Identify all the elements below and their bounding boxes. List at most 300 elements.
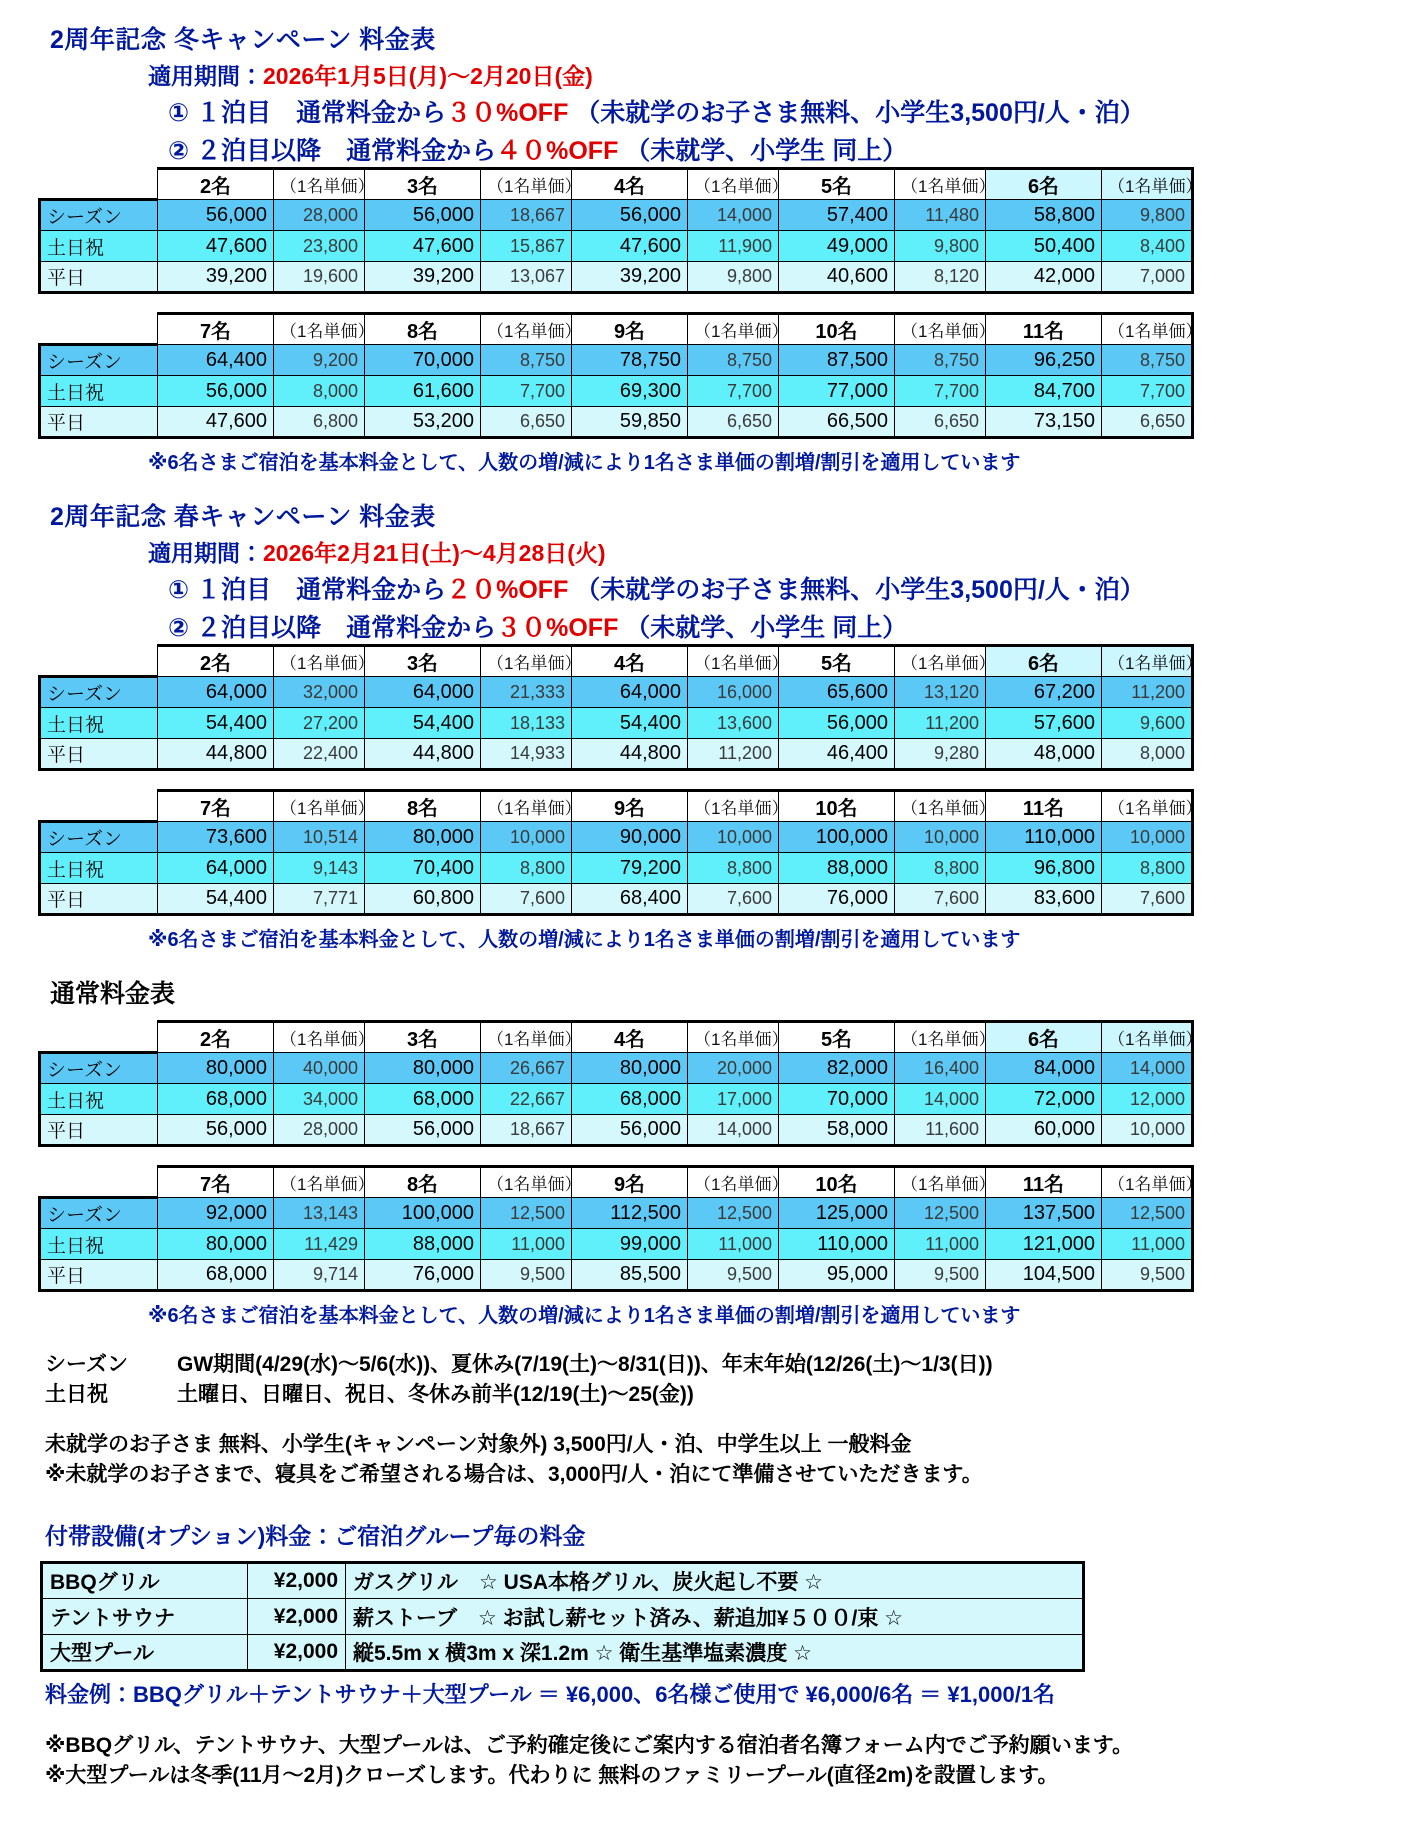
cell-total: 66,500 (779, 407, 895, 438)
cell-unit-price: 6,800 (274, 407, 365, 438)
cell-total: 80,000 (158, 1229, 274, 1260)
winter-line1-post: （未就学のお子さま無料、小学生3,500円/人・泊） (575, 99, 1145, 127)
column-header-6名: 6名 (986, 169, 1102, 200)
cell-total: 53,200 (365, 407, 481, 438)
cell-unit-price: 18,667 (481, 200, 572, 231)
cell-total: 80,000 (572, 1053, 688, 1084)
header-corner-cell (40, 1167, 158, 1198)
column-header-unit-3名: （1名単価） (481, 646, 572, 677)
column-header-8名: 8名 (365, 314, 481, 345)
cell-total: 64,000 (158, 853, 274, 884)
spring-campaign-title: 2周年記念 春キャンペーン 料金表 (50, 503, 436, 531)
cell-total: 68,000 (158, 1260, 274, 1291)
cell-unit-price: 10,000 (481, 822, 572, 853)
table-row-season (40, 1198, 1193, 1229)
cell-unit-price: 10,000 (1102, 822, 1193, 853)
winter-period-label: 適用期間： (148, 63, 263, 89)
season-definition (0, 1348, 1427, 1378)
row-label-weekend: 土日祝 (40, 1084, 158, 1115)
winter-period-line (0, 56, 1427, 91)
table-row-weekday (40, 1115, 1193, 1146)
cell-total: 47,600 (365, 231, 481, 262)
column-header-unit-9名: （1名単価） (688, 314, 779, 345)
cell-unit-price: 18,667 (481, 1115, 572, 1146)
cell-total: 56,000 (365, 1115, 481, 1146)
row-label-weekend: 土日祝 (40, 231, 158, 262)
cell-unit-price: 21,333 (481, 677, 572, 708)
column-header-10名: 10名 (779, 1167, 895, 1198)
spring-period-value: 2026年2月21日(土)〜4月28日(火) (263, 540, 606, 566)
winter-price-table-b (38, 312, 1203, 439)
cell-unit-price: 22,400 (274, 739, 365, 770)
spring-period-line (0, 533, 1427, 568)
cell-total: 47,600 (158, 407, 274, 438)
column-header-unit-5名: （1名単価） (895, 169, 986, 200)
option-description: ガスグリル ☆ USA本格グリル、炭火起し不要 ☆ (346, 1563, 1084, 1599)
cell-total: 44,800 (158, 739, 274, 770)
row-label-weekend: 土日祝 (40, 853, 158, 884)
column-header-3名: 3名 (365, 646, 481, 677)
winter-line2-post: （未就学、小学生 同上） (625, 137, 908, 165)
column-header-9名: 9名 (572, 791, 688, 822)
weekend-definition-label: 土日祝 (45, 1383, 108, 1406)
cell-unit-price: 7,600 (688, 884, 779, 915)
column-header-2名: 2名 (158, 646, 274, 677)
column-header-unit-11名: （1名単価） (1102, 1167, 1193, 1198)
cell-total: 64,000 (158, 677, 274, 708)
spring-line1-percent: ２０%OFF (446, 576, 569, 604)
cell-total: 60,800 (365, 884, 481, 915)
cell-unit-price: 19,600 (274, 262, 365, 293)
row-label-season: シーズン (40, 677, 158, 708)
cell-unit-price: 16,000 (688, 677, 779, 708)
cell-unit-price: 26,667 (481, 1053, 572, 1084)
cell-unit-price: 9,600 (1102, 708, 1193, 739)
cell-total: 88,000 (365, 1229, 481, 1260)
winter-line2-pre: ② ２泊目以降 通常料金から (168, 137, 497, 165)
option-price: ¥2,000 (248, 1635, 346, 1671)
column-header-8名: 8名 (365, 791, 481, 822)
cell-total: 79,200 (572, 853, 688, 884)
cell-total: 39,200 (365, 262, 481, 293)
cell-total: 72,000 (986, 1084, 1102, 1115)
column-header-unit-9名: （1名単価） (688, 791, 779, 822)
cell-total: 47,600 (572, 231, 688, 262)
column-header-4名: 4名 (572, 646, 688, 677)
winter-line2-percent: ４０%OFF (496, 137, 619, 165)
cell-total: 73,150 (986, 407, 1102, 438)
cell-unit-price: 11,200 (1102, 677, 1193, 708)
cell-unit-price: 12,500 (481, 1198, 572, 1229)
cell-unit-price: 9,800 (1102, 200, 1193, 231)
column-header-11名: 11名 (986, 1167, 1102, 1198)
cell-unit-price: 14,933 (481, 739, 572, 770)
table-header-row (40, 791, 1193, 822)
options-row (42, 1599, 1084, 1635)
cell-unit-price: 9,500 (481, 1260, 572, 1291)
cell-unit-price: 23,800 (274, 231, 365, 262)
cell-total: 54,400 (365, 708, 481, 739)
column-header-10名: 10名 (779, 791, 895, 822)
winter-line1-pre: ① １泊目 通常料金から (168, 99, 447, 127)
cell-total: 61,600 (365, 376, 481, 407)
column-header-unit-7名: （1名単価） (274, 314, 365, 345)
children-price-note: 未就学のお子さま 無料、小学生(キャンペーン対象外) 3,500円/人・泊、中学生以上 一般料金 (45, 1433, 912, 1456)
table-row-weekday (40, 407, 1193, 438)
cell-total: 104,500 (986, 1260, 1102, 1291)
column-header-5名: 5名 (779, 169, 895, 200)
table-row-season (40, 1053, 1193, 1084)
cell-total: 121,000 (986, 1229, 1102, 1260)
cell-unit-price: 7,000 (1102, 262, 1193, 293)
cell-unit-price: 11,480 (895, 200, 986, 231)
cell-unit-price: 9,500 (1102, 1260, 1193, 1291)
cell-unit-price: 6,650 (895, 407, 986, 438)
row-label-season: シーズン (40, 822, 158, 853)
cell-unit-price: 14,000 (688, 1115, 779, 1146)
column-header-unit-2名: （1名単価） (274, 169, 365, 200)
cell-total: 56,000 (365, 200, 481, 231)
cell-unit-price: 8,800 (895, 853, 986, 884)
spring-discount-line-2 (0, 606, 1427, 644)
cell-total: 83,600 (986, 884, 1102, 915)
row-label-weekend: 土日祝 (40, 708, 158, 739)
column-header-9名: 9名 (572, 314, 688, 345)
options-footnote-1: ※BBQグリル、テントサウナ、大型プールは、ご予約確定後にご案内する宿泊者名簿フォーム内でご予約願います。 (45, 1734, 1134, 1757)
column-header-unit-10名: （1名単価） (895, 314, 986, 345)
table-header-row (40, 314, 1193, 345)
cell-total: 68,000 (365, 1084, 481, 1115)
cell-unit-price: 11,900 (688, 231, 779, 262)
cell-unit-price: 13,120 (895, 677, 986, 708)
cell-total: 80,000 (158, 1053, 274, 1084)
cell-unit-price: 14,000 (688, 200, 779, 231)
cell-total: 84,700 (986, 376, 1102, 407)
column-header-unit-10名: （1名単価） (895, 1167, 986, 1198)
cell-unit-price: 13,600 (688, 708, 779, 739)
cell-unit-price: 8,400 (1102, 231, 1193, 262)
options-title: 付帯設備(オプション)料金：ご宿泊グループ毎の料金 (45, 1523, 586, 1549)
column-header-8名: 8名 (365, 1167, 481, 1198)
row-label-weekday: 平日 (40, 1115, 158, 1146)
cell-unit-price: 9,714 (274, 1260, 365, 1291)
header-corner-cell (40, 169, 158, 200)
column-header-3名: 3名 (365, 1022, 481, 1053)
normal-table-a-wrap (0, 1020, 1427, 1147)
cell-total: 64,000 (365, 677, 481, 708)
cell-total: 125,000 (779, 1198, 895, 1229)
cell-total: 78,750 (572, 345, 688, 376)
cell-total: 54,400 (158, 884, 274, 915)
cell-total: 48,000 (986, 739, 1102, 770)
column-header-7名: 7名 (158, 791, 274, 822)
spring-price-table-b (38, 789, 1203, 916)
table-row-season (40, 822, 1193, 853)
cell-unit-price: 8,800 (1102, 853, 1193, 884)
cell-unit-price: 20,000 (688, 1053, 779, 1084)
cell-unit-price: 6,650 (1102, 407, 1193, 438)
option-name: 大型プール (42, 1635, 248, 1671)
column-header-unit-4名: （1名単価） (688, 169, 779, 200)
cell-total: 42,000 (986, 262, 1102, 293)
option-price: ¥2,000 (248, 1563, 346, 1599)
column-header-unit-6名: （1名単価） (1102, 169, 1193, 200)
winter-table-a-wrap (0, 167, 1427, 294)
cell-total: 88,000 (779, 853, 895, 884)
season-definition-label: シーズン (45, 1353, 128, 1376)
cell-total: 46,400 (779, 739, 895, 770)
cell-unit-price: 11,200 (895, 708, 986, 739)
winter-discount-line-1 (0, 91, 1427, 129)
header-corner-cell (40, 791, 158, 822)
table-row-weekend (40, 1084, 1193, 1115)
row-label-weekday: 平日 (40, 1260, 158, 1291)
cell-unit-price: 8,800 (688, 853, 779, 884)
column-header-unit-8名: （1名単価） (481, 1167, 572, 1198)
cell-unit-price: 7,700 (1102, 376, 1193, 407)
column-header-unit-4名: （1名単価） (688, 1022, 779, 1053)
row-label-weekend: 土日祝 (40, 1229, 158, 1260)
options-example: 料金例：BBQグリル＋テントサウナ＋大型プール ＝ ¥6,000、6名様ご使用で ¥6,000/6名 ＝ ¥1,000/1名 (45, 1682, 1056, 1707)
cell-unit-price: 12,500 (688, 1198, 779, 1229)
cell-total: 39,200 (572, 262, 688, 293)
column-header-unit-3名: （1名単価） (481, 1022, 572, 1053)
table-row-season (40, 677, 1193, 708)
column-header-unit-7名: （1名単価） (274, 791, 365, 822)
cell-total: 39,200 (158, 262, 274, 293)
cell-unit-price: 9,500 (895, 1260, 986, 1291)
winter-table-b-wrap (0, 312, 1427, 439)
winter-campaign-title: 2周年記念 冬キャンペーン 料金表 (50, 26, 436, 54)
cell-total: 76,000 (779, 884, 895, 915)
cell-total: 100,000 (779, 822, 895, 853)
cell-unit-price: 11,000 (1102, 1229, 1193, 1260)
cell-unit-price: 12,000 (1102, 1084, 1193, 1115)
option-name: テントサウナ (42, 1599, 248, 1635)
cell-total: 65,600 (779, 677, 895, 708)
cell-unit-price: 28,000 (274, 1115, 365, 1146)
column-header-unit-8名: （1名単価） (481, 314, 572, 345)
cell-unit-price: 17,000 (688, 1084, 779, 1115)
cell-unit-price: 10,000 (895, 822, 986, 853)
cell-total: 82,000 (779, 1053, 895, 1084)
column-header-unit-3名: （1名単価） (481, 169, 572, 200)
cell-total: 64,400 (158, 345, 274, 376)
cell-total: 99,000 (572, 1229, 688, 1260)
cell-unit-price: 13,067 (481, 262, 572, 293)
column-header-unit-9名: （1名単価） (688, 1167, 779, 1198)
row-label-weekday: 平日 (40, 407, 158, 438)
cell-total: 73,600 (158, 822, 274, 853)
cell-total: 56,000 (158, 376, 274, 407)
cell-unit-price: 9,800 (688, 262, 779, 293)
cell-unit-price: 7,771 (274, 884, 365, 915)
cell-unit-price: 8,800 (481, 853, 572, 884)
column-header-10名: 10名 (779, 314, 895, 345)
column-header-5名: 5名 (779, 1022, 895, 1053)
cell-unit-price: 14,000 (1102, 1053, 1193, 1084)
cell-total: 58,800 (986, 200, 1102, 231)
spring-line1-pre: ① １泊目 通常料金から (168, 576, 447, 604)
weekend-definition-text: 土曜日、日曜日、祝日、冬休み前半(12/19(土)〜25(金)) (177, 1383, 694, 1406)
cell-total: 110,000 (779, 1229, 895, 1260)
cell-unit-price: 8,750 (481, 345, 572, 376)
cell-unit-price: 8,750 (895, 345, 986, 376)
column-header-unit-5名: （1名単価） (895, 646, 986, 677)
cell-unit-price: 7,600 (895, 884, 986, 915)
cell-unit-price: 28,000 (274, 200, 365, 231)
spring-note: ※6名さまご宿泊を基本料金として、人数の増/減により1名さま単価の割増/割引を適用しています (148, 929, 1021, 951)
cell-unit-price: 10,000 (1102, 1115, 1193, 1146)
column-header-2名: 2名 (158, 1022, 274, 1053)
cell-unit-price: 11,000 (688, 1229, 779, 1260)
winter-discount-line-2 (0, 129, 1427, 167)
normal-price-title: 通常料金表 (50, 980, 176, 1008)
cell-unit-price: 6,650 (481, 407, 572, 438)
cell-unit-price: 8,750 (1102, 345, 1193, 376)
cell-unit-price: 11,600 (895, 1115, 986, 1146)
row-label-season: シーズン (40, 345, 158, 376)
column-header-unit-2名: （1名単価） (274, 646, 365, 677)
table-row-weekday (40, 739, 1193, 770)
option-description: 薪ストーブ ☆ お試し薪セット済み、薪追加¥５００/束 ☆ (346, 1599, 1084, 1635)
cell-total: 54,400 (572, 708, 688, 739)
cell-unit-price: 7,600 (481, 884, 572, 915)
cell-total: 56,000 (572, 1115, 688, 1146)
cell-unit-price: 10,514 (274, 822, 365, 853)
option-name: BBQグリル (42, 1563, 248, 1599)
bedding-note: ※未就学のお子さまで、寝具をご希望される場合は、3,000円/人・泊にて準備させていただきます。 (45, 1463, 983, 1486)
cell-total: 44,800 (365, 739, 481, 770)
cell-total: 76,000 (365, 1260, 481, 1291)
cell-unit-price: 12,500 (895, 1198, 986, 1229)
cell-total: 77,000 (779, 376, 895, 407)
cell-total: 96,800 (986, 853, 1102, 884)
cell-unit-price: 15,867 (481, 231, 572, 262)
cell-total: 57,400 (779, 200, 895, 231)
spring-period-label: 適用期間： (148, 540, 263, 566)
column-header-unit-6名: （1名単価） (1102, 1022, 1193, 1053)
winter-note: ※6名さまご宿泊を基本料金として、人数の増/減により1名さま単価の割増/割引を適用しています (148, 452, 1021, 474)
header-corner-cell (40, 314, 158, 345)
column-header-unit-5名: （1名単価） (895, 1022, 986, 1053)
spring-price-table-a (38, 644, 1203, 771)
column-header-unit-2名: （1名単価） (274, 1022, 365, 1053)
cell-unit-price: 10,000 (688, 822, 779, 853)
normal-note: ※6名さまご宿泊を基本料金として、人数の増/減により1名さま単価の割増/割引を適用しています (148, 1305, 1021, 1327)
cell-total: 68,000 (572, 1084, 688, 1115)
spring-line2-percent: ３０%OFF (496, 614, 619, 642)
cell-unit-price: 9,200 (274, 345, 365, 376)
cell-unit-price: 11,429 (274, 1229, 365, 1260)
column-header-11名: 11名 (986, 314, 1102, 345)
table-header-row (40, 1022, 1193, 1053)
column-header-unit-11名: （1名単価） (1102, 791, 1193, 822)
cell-unit-price: 11,000 (895, 1229, 986, 1260)
options-footnote-2: ※大型プールは冬季(11月〜2月)クローズします。代わりに 無料のファミリープール(直径2m)を設置します。 (45, 1764, 1059, 1787)
cell-unit-price: 8,750 (688, 345, 779, 376)
column-header-7名: 7名 (158, 1167, 274, 1198)
cell-unit-price: 22,667 (481, 1084, 572, 1115)
table-row-weekday (40, 884, 1193, 915)
spring-line1-post: （未就学のお子さま無料、小学生3,500円/人・泊） (575, 576, 1145, 604)
options-row (42, 1635, 1084, 1671)
cell-total: 68,400 (572, 884, 688, 915)
table-row-weekend (40, 708, 1193, 739)
row-label-season: シーズン (40, 200, 158, 231)
column-header-7名: 7名 (158, 314, 274, 345)
cell-total: 67,200 (986, 677, 1102, 708)
table-header-row (40, 1167, 1193, 1198)
cell-total: 70,000 (365, 345, 481, 376)
cell-unit-price: 11,000 (481, 1229, 572, 1260)
cell-total: 60,000 (986, 1115, 1102, 1146)
spring-table-a-wrap (0, 644, 1427, 771)
season-definition-text: GW期間(4/29(水)〜5/6(水))、夏休み(7/19(土)〜8/31(日))、年末年始(12/26(土)〜1/3(日)) (177, 1353, 993, 1376)
header-corner-cell (40, 646, 158, 677)
cell-unit-price: 9,280 (895, 739, 986, 770)
table-row-weekend (40, 231, 1193, 262)
cell-total: 47,600 (158, 231, 274, 262)
winter-price-table-a (38, 167, 1203, 294)
table-row-season (40, 345, 1193, 376)
cell-total: 96,250 (986, 345, 1102, 376)
row-label-weekday: 平日 (40, 262, 158, 293)
spring-line2-post: （未就学、小学生 同上） (625, 614, 908, 642)
cell-total: 112,500 (572, 1198, 688, 1229)
cell-total: 95,000 (779, 1260, 895, 1291)
cell-total: 56,000 (158, 1115, 274, 1146)
cell-total: 50,400 (986, 231, 1102, 262)
cell-total: 49,000 (779, 231, 895, 262)
cell-unit-price: 18,133 (481, 708, 572, 739)
table-row-weekend (40, 1229, 1193, 1260)
column-header-unit-11名: （1名単価） (1102, 314, 1193, 345)
cell-unit-price: 9,143 (274, 853, 365, 884)
column-header-4名: 4名 (572, 169, 688, 200)
column-header-3名: 3名 (365, 169, 481, 200)
cell-unit-price: 40,000 (274, 1053, 365, 1084)
row-label-season: シーズン (40, 1198, 158, 1229)
table-header-row (40, 646, 1193, 677)
options-table (40, 1561, 1085, 1672)
cell-total: 70,400 (365, 853, 481, 884)
cell-total: 80,000 (365, 822, 481, 853)
column-header-unit-10名: （1名単価） (895, 791, 986, 822)
cell-unit-price: 16,400 (895, 1053, 986, 1084)
cell-total: 64,000 (572, 677, 688, 708)
cell-total: 84,000 (986, 1053, 1102, 1084)
table-row-weekend (40, 376, 1193, 407)
cell-total: 58,000 (779, 1115, 895, 1146)
cell-total: 70,000 (779, 1084, 895, 1115)
cell-unit-price: 12,500 (1102, 1198, 1193, 1229)
cell-unit-price: 6,650 (688, 407, 779, 438)
cell-unit-price: 32,000 (274, 677, 365, 708)
cell-total: 80,000 (365, 1053, 481, 1084)
cell-unit-price: 8,120 (895, 262, 986, 293)
cell-total: 56,000 (779, 708, 895, 739)
table-row-weekend (40, 853, 1193, 884)
column-header-unit-8名: （1名単価） (481, 791, 572, 822)
column-header-6名: 6名 (986, 646, 1102, 677)
column-header-6名: 6名 (986, 1022, 1102, 1053)
cell-total: 85,500 (572, 1260, 688, 1291)
table-row-weekday (40, 262, 1193, 293)
options-row (42, 1563, 1084, 1599)
row-label-weekday: 平日 (40, 884, 158, 915)
row-label-season: シーズン (40, 1053, 158, 1084)
